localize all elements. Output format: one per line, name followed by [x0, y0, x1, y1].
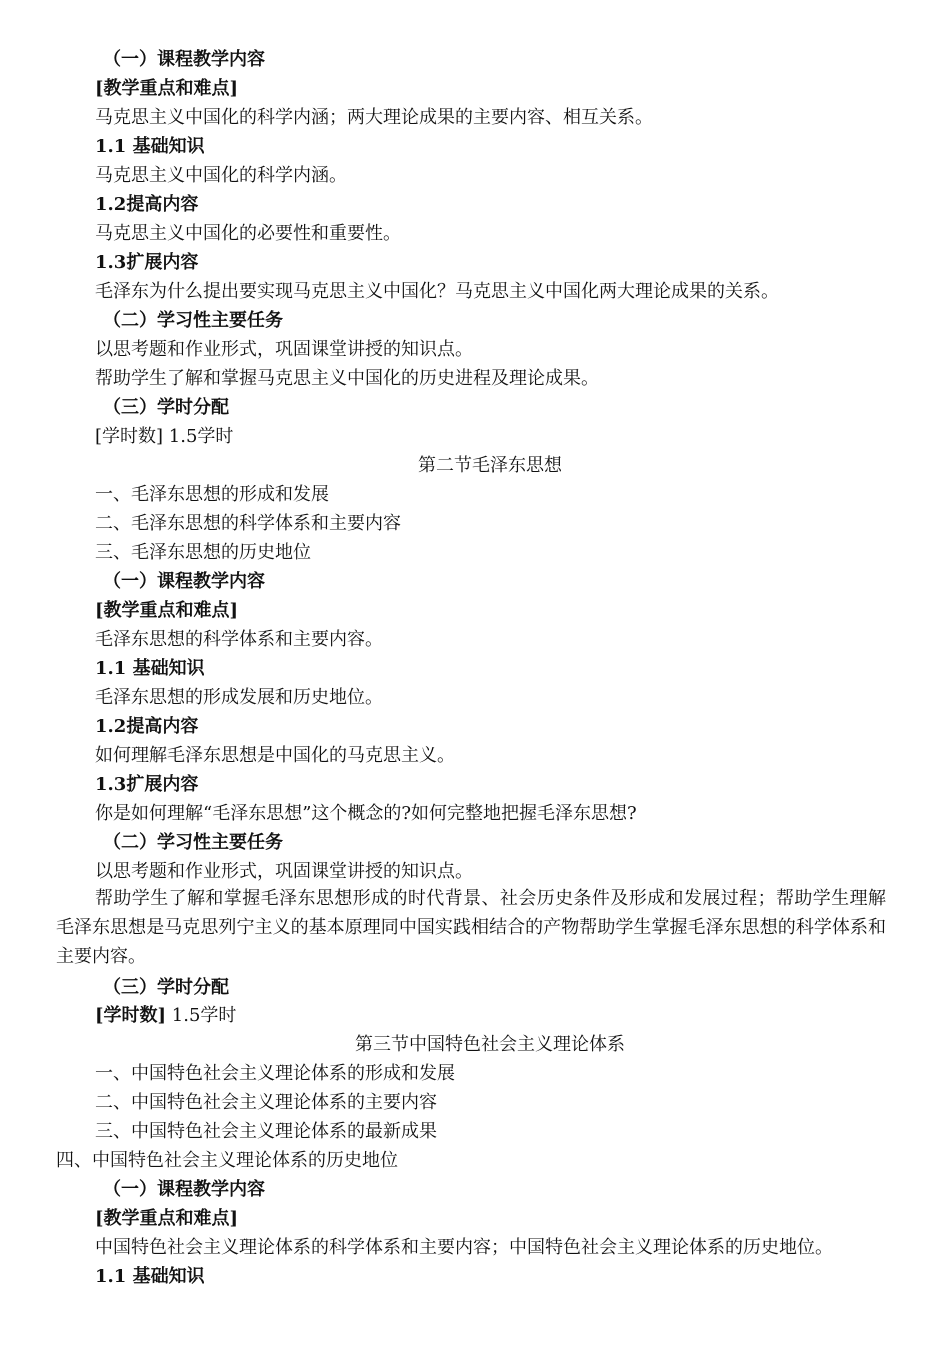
outline-item-3: 三、中国特色社会主义理论体系的最新成果 [95, 1121, 437, 1142]
outline-item-3: 三、毛泽东思想的历史地位 [95, 542, 311, 563]
heading-key-points: [教学重点和难点] [95, 1208, 239, 1229]
outline-item-2: 二、毛泽东思想的科学体系和主要内容 [95, 513, 401, 534]
heading-course-content: （一）课程教学内容 [103, 1179, 265, 1200]
heading-key-points: [教学重点和难点] [95, 78, 239, 99]
outline-item-2: 二、中国特色社会主义理论体系的主要内容 [95, 1092, 437, 1113]
paragraph-improvement: 马克思主义中国化的必要性和重要性。 [95, 223, 401, 244]
paragraph-task-1: 以思考题和作业形式，巩固课堂讲授的知识点。 [95, 339, 473, 360]
paragraph-basic-knowledge: 马克思主义中国化的科学内涵。 [95, 165, 347, 186]
paragraph-key-points: 毛泽东思想的科学体系和主要内容。 [95, 629, 383, 650]
section-title: 第三节中国特色社会主义理论体系 [355, 1034, 625, 1055]
heading-basic-knowledge: 1.1 基础知识 [95, 658, 205, 679]
paragraph-key-points: 中国特色社会主义理论体系的科学体系和主要内容；中国特色社会主义理论体系的历史地位。 [95, 1237, 833, 1258]
heading-course-content: （一）课程教学内容 [103, 49, 265, 70]
section-title: 第二节毛泽东思想 [418, 455, 562, 476]
paragraph-task-2: 帮助学生了解和掌握马克思主义中国化的历史进程及理论成果。 [95, 368, 599, 389]
heading-improvement: 1.2提高内容 [95, 716, 199, 737]
heading-course-content: （一）课程教学内容 [103, 571, 265, 592]
heading-learning-tasks: （二）学习性主要任务 [103, 832, 283, 853]
paragraph-extension: 毛泽东为什么提出要实现马克思主义中国化？马克思主义中国化两大理论成果的关系。 [95, 281, 779, 302]
heading-improvement: 1.2提高内容 [95, 194, 199, 215]
heading-hours: （三）学时分配 [103, 977, 229, 998]
heading-basic-knowledge: 1.1 基础知识 [95, 136, 205, 157]
paragraph-extension: 你是如何理解“毛泽东思想”这个概念的?如何完整地把握毛泽东思想? [95, 803, 637, 824]
paragraph-key-points: 马克思主义中国化的科学内涵；两大理论成果的主要内容、相互关系。 [95, 107, 653, 128]
heading-basic-knowledge: 1.1 基础知识 [95, 1266, 205, 1287]
hours-label: [学时数] [95, 1005, 167, 1026]
heading-learning-tasks: （二）学习性主要任务 [103, 310, 283, 331]
hours-value: 1.5学时 [166, 1005, 237, 1026]
paragraph-task-2: 帮助学生了解和掌握毛泽东思想形成的时代背景、社会历史条件及形成和发展过程；帮助学生理解毛泽东思想是马克思列宁主义的基本原理同中国实践相结合的产物帮助学生掌握毛泽东思想的科学体系和主要内容。 [56, 888, 886, 967]
paragraph-basic-knowledge: 毛泽东思想的形成发展和历史地位。 [95, 687, 383, 708]
heading-extension: 1.3扩展内容 [95, 252, 199, 273]
heading-extension: 1.3扩展内容 [95, 774, 199, 795]
outline-item-1: 一、毛泽东思想的形成和发展 [95, 484, 329, 505]
outline-item-4: 四、中国特色社会主义理论体系的历史地位 [56, 1150, 398, 1171]
paragraph-hours [95, 1004, 236, 1028]
heading-hours: （三）学时分配 [103, 397, 229, 418]
paragraph-task-1: 以思考题和作业形式，巩固课堂讲授的知识点。 [95, 861, 473, 882]
outline-item-1: 一、中国特色社会主义理论体系的形成和发展 [95, 1063, 455, 1084]
paragraph-hours: [学时数] 1.5学时 [95, 426, 234, 447]
paragraph-improvement: 如何理解毛泽东思想是中国化的马克思主义。 [95, 745, 455, 766]
heading-key-points: [教学重点和难点] [95, 600, 239, 621]
